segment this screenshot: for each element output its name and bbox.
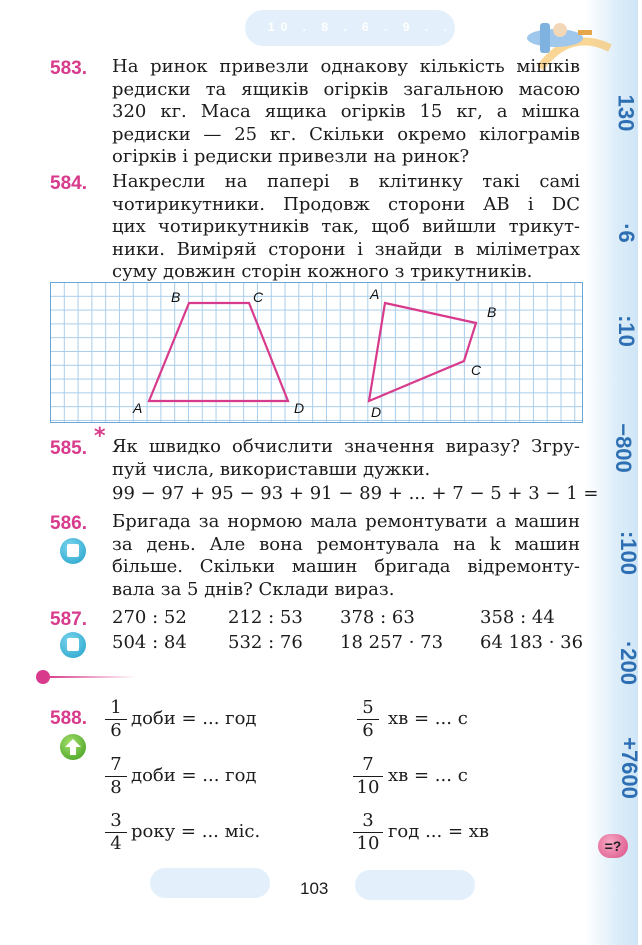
question-badge: =?: [598, 834, 628, 858]
division-item: 378 : 63: [340, 607, 415, 628]
exercise-584-number: 584.: [50, 173, 87, 194]
text-line: редиски — 25 кг. Скільки окремо кілограмів: [112, 123, 580, 145]
top-cloud-text: 10 . 8 . 6 . 9 . . .: [268, 20, 472, 34]
puzzle-icon: [60, 538, 86, 564]
side-number: ·200: [615, 640, 641, 686]
text-line: Бригада за нормою мала ремонтувати a машин: [112, 511, 580, 532]
side-number: 130: [613, 94, 639, 132]
arrow-up-icon: [60, 734, 86, 760]
fraction-denominator: 4: [110, 833, 122, 854]
text-line: суму довжин сторін кожного з трикутників.: [112, 261, 533, 282]
division-item: 504 : 84: [112, 632, 187, 653]
side-number: −800: [611, 423, 637, 473]
text-line: огірків і редиски привезли на ринок?: [112, 146, 470, 167]
text-line: редиски та ящиків огірків загальною масою: [112, 78, 580, 100]
division-item: 212 : 53: [228, 607, 303, 628]
text-line: Накресли на папері в клітинку такі самі: [112, 171, 580, 192]
text-line: чотирикутники. Продовж сторони AB і DC: [112, 193, 580, 215]
conversion-text: год ... = хв: [388, 821, 490, 842]
exercise-587-number: 587.: [50, 609, 87, 630]
conversion-text: доби = ... год: [131, 708, 257, 729]
airplane-icon: [510, 8, 600, 63]
text-line: Як швидко обчислити значення виразу? Згру-: [112, 436, 580, 457]
bottom-cloud-right: [355, 870, 475, 900]
exercise-584-text: [112, 171, 580, 284]
exercise-583-text: [112, 56, 580, 169]
figure2-label-a: A: [370, 286, 380, 302]
figure1-label-b: B: [171, 289, 181, 305]
division-item: 270 : 52: [112, 607, 187, 628]
page-number: 103: [300, 879, 329, 898]
fraction-denominator: 10: [356, 833, 380, 854]
text-line: більше. Скільки машин бригада відремонту-: [112, 556, 580, 577]
fraction-denominator: 6: [362, 720, 374, 741]
quadrilateral-shape: [369, 303, 476, 401]
figure2-label-c: C: [471, 362, 482, 378]
side-number: :100: [615, 530, 641, 576]
exercise-586-text: [112, 511, 580, 601]
fraction: [105, 754, 127, 799]
trapezoid-shape: [149, 303, 288, 401]
side-number: +7600: [617, 737, 642, 799]
difficulty-star-icon: *: [94, 424, 106, 449]
exercise-585-number: 585.: [50, 438, 87, 459]
figure1-label-a: A: [133, 400, 143, 416]
figure1-label-d: D: [294, 400, 305, 416]
bottom-cloud-left: [150, 868, 270, 898]
text-line: 320 кг. Маса ящика огірків 15 кг, а мішка: [112, 101, 580, 122]
fraction-denominator: 10: [356, 777, 380, 798]
division-item: 358 : 44: [480, 607, 555, 628]
fraction-numerator: 3: [105, 810, 127, 833]
exercise-585-expression: 99 − 97 + 95 − 93 + 91 − 89 + ... + 7 − 5 + 3 − 1 =: [112, 483, 599, 504]
figure1-label-c: C: [253, 289, 264, 305]
fraction-numerator: 1: [105, 697, 127, 720]
fraction-numerator: 7: [105, 754, 127, 777]
multiplication-item: 64 183 · 36: [480, 632, 584, 653]
figure2-label-d: D: [371, 404, 382, 420]
fraction: [353, 754, 383, 799]
text-line: ники. Виміряй сторони і знайди в міліметрах: [112, 238, 580, 260]
fraction-numerator: 7: [353, 754, 383, 777]
fraction-numerator: 5: [357, 697, 379, 720]
fraction: [105, 810, 127, 855]
fraction-denominator: 6: [110, 720, 122, 741]
exercise-586-number: 586.: [50, 513, 87, 534]
fraction: [105, 697, 127, 742]
conversion-text: хв = ... с: [388, 708, 468, 729]
side-number: ·6: [614, 223, 640, 243]
text-line: цих чотирикутників так, щоб вийшли трикут-: [112, 216, 580, 237]
fraction-denominator: 8: [110, 777, 122, 798]
text-line: за день. Але вона ремонтувала на k машин: [112, 533, 580, 555]
text-line: вала за 5 днів? Склади вираз.: [112, 578, 395, 600]
grid-paper-figure: [50, 282, 583, 423]
multiplication-item: 18 257 · 73: [340, 632, 444, 653]
exercise-588-number: 588.: [50, 708, 87, 729]
conversion-text: хв = ... с: [388, 765, 468, 786]
exercise-585-text: [112, 436, 580, 481]
fraction: [353, 810, 383, 855]
figure2-label-b: B: [487, 304, 497, 320]
exercise-583-number: 583.: [50, 58, 87, 79]
side-number: :10: [614, 315, 640, 347]
text-line: пуй числа, використавши дужки.: [112, 458, 431, 480]
division-item: 532 : 76: [228, 632, 303, 653]
puzzle-icon: [60, 632, 86, 658]
section-divider-line: [46, 676, 136, 678]
conversion-text: доби = ... год: [131, 765, 257, 786]
fraction-numerator: 3: [353, 810, 383, 833]
fraction: [357, 697, 379, 742]
text-line: На ринок привезли однакову кількість мішків: [112, 56, 580, 77]
conversion-text: року = ... міс.: [131, 821, 261, 842]
